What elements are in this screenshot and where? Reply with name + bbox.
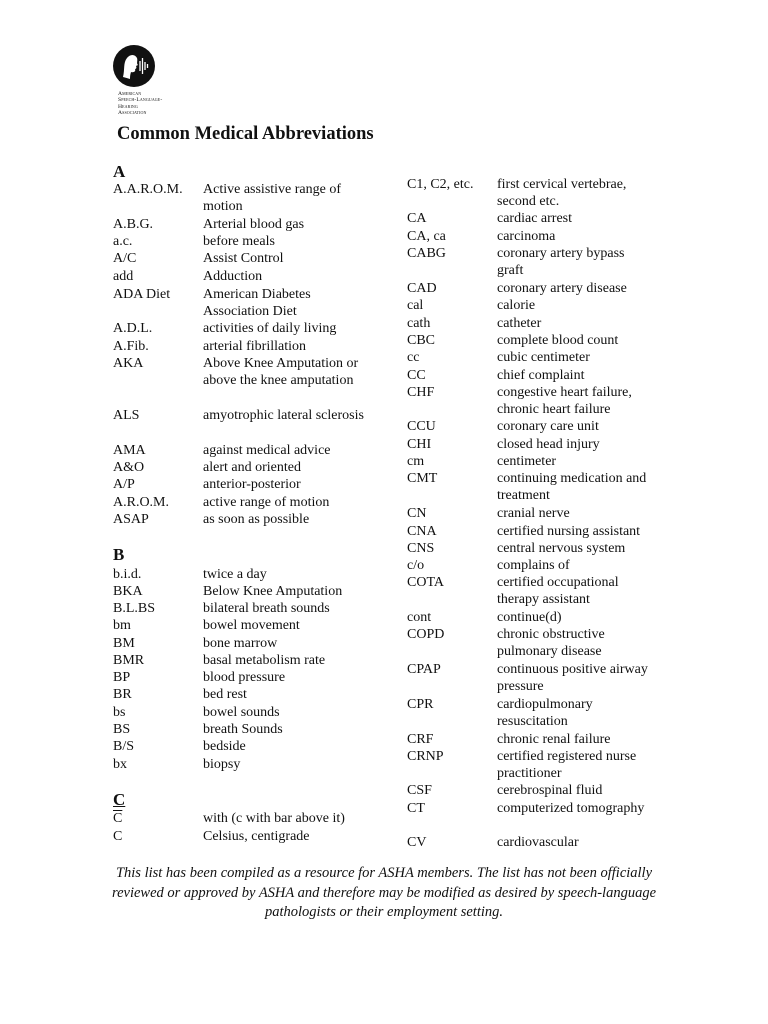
abbreviation-definition: cerebrospinal fluid <box>497 783 603 798</box>
abbreviation-term: CT <box>407 801 425 816</box>
abbreviation-definition: Above Knee Amputation or above the knee amputation <box>203 356 359 389</box>
abbreviation-definition: cardiopulmonary resuscitation <box>497 697 593 730</box>
abbreviation-term: B.L.BS <box>113 601 156 616</box>
abbreviation-term: A.Fib. <box>113 339 149 354</box>
abbreviation-term: CA, ca <box>407 229 446 244</box>
logo-line: Speech-Language- <box>118 97 163 104</box>
abbreviation-term: cont <box>407 610 432 625</box>
abbreviation-term: CRNP <box>407 749 444 764</box>
abbreviation-term: CNS <box>407 541 435 556</box>
abbreviation-term: CBC <box>407 333 436 348</box>
section-letter: A <box>113 162 126 181</box>
abbreviation-definition: as soon as possible <box>203 512 310 527</box>
abbreviation-term: CHF <box>407 385 435 400</box>
abbreviation-definition: basal metabolism rate <box>203 653 326 668</box>
abbreviation-term: CMT <box>407 471 438 486</box>
abbreviation-term: ASAP <box>113 512 149 527</box>
logo-line: Hearing <box>118 103 138 110</box>
abbreviation-term: cm <box>407 454 425 469</box>
abbreviation-term: bs <box>113 705 126 720</box>
page-title: Common Medical Abbreviations <box>117 124 374 144</box>
abbreviation-definition: continuing medication and treatment <box>497 471 647 504</box>
abbreviation-definition: cardiovascular <box>497 835 579 850</box>
abbreviation-term: c/o <box>407 558 425 573</box>
abbreviation-definition: chronic renal failure <box>497 732 611 747</box>
logo-line: Association <box>118 109 147 116</box>
abbreviation-definition: cubic centimeter <box>497 350 590 365</box>
asha-logo-text <box>118 91 198 116</box>
abbreviation-term: CA <box>407 211 427 226</box>
abbreviation-term: $\overline{C}$ <box>113 811 123 826</box>
abbreviation-term: add <box>113 269 134 284</box>
abbreviation-definition: central nervous system <box>497 541 626 556</box>
abbreviation-term: ADA Diet <box>113 287 171 302</box>
abbreviation-term: a.c. <box>113 234 133 249</box>
abbreviation-definition: coronary artery bypass graft <box>497 246 625 279</box>
abbreviation-definition: Adduction <box>203 269 263 284</box>
abbreviation-definition: Assist Control <box>203 251 284 266</box>
abbreviation-definition: coronary artery disease <box>497 281 627 296</box>
abbreviation-definition: activities of daily living <box>203 321 337 336</box>
abbreviation-term: BMR <box>113 653 145 668</box>
abbreviation-term: CPAP <box>407 662 441 677</box>
abbreviation-term: C1, C2, etc. <box>407 177 474 192</box>
abbreviation-term: B/S <box>113 739 135 754</box>
abbreviation-term: BM <box>113 636 135 651</box>
abbreviation-definition: before meals <box>203 234 275 249</box>
abbreviation-definition: congestive heart failure, chronic heart failure <box>497 385 632 418</box>
abbreviation-term: bx <box>113 757 127 772</box>
abbreviation-term: cath <box>407 316 431 331</box>
abbreviation-term: COPD <box>407 627 445 642</box>
abbreviation-term: CABG <box>407 246 446 261</box>
abbreviation-definition: amyotrophic lateral sclerosis <box>203 408 364 423</box>
abbreviation-term: A/P <box>113 477 135 492</box>
abbreviation-term: CSF <box>407 783 432 798</box>
abbreviation-definition: closed head injury <box>497 437 600 452</box>
section-letter: C <box>113 790 126 809</box>
abbreviation-term: CPR <box>407 697 434 712</box>
abbreviation-term: CN <box>407 506 427 521</box>
abbreviation-definition: bowel sounds <box>203 705 280 720</box>
abbreviation-definition: continue(d) <box>497 610 562 625</box>
abbreviation-term: CCU <box>407 419 436 434</box>
abbreviation-definition: Celsius, centigrade <box>203 829 310 844</box>
abbreviation-definition: chief complaint <box>497 368 585 383</box>
abbreviation-definition: calorie <box>497 298 536 313</box>
abbreviation-term: COTA <box>407 575 444 590</box>
abbreviation-definition: certified registered nurse practitioner <box>497 749 637 782</box>
abbreviation-definition: bedside <box>203 739 246 754</box>
asha-logo-icon <box>113 45 155 87</box>
abbreviation-term: CNA <box>407 524 437 539</box>
abbreviation-definition: with (c with bar above it) <box>203 811 345 826</box>
abbreviation-definition: active range of motion <box>203 495 330 510</box>
abbreviation-term: AMA <box>113 443 146 458</box>
abbreviation-definition: against medical advice <box>203 443 331 458</box>
abbreviation-definition: first cervical vertebrae, second etc. <box>497 177 627 210</box>
abbreviation-definition: certified occupational therapy assistant <box>497 575 619 608</box>
abbreviation-term: CC <box>407 368 426 383</box>
abbreviation-definition: Arterial blood gas <box>203 217 305 232</box>
abbreviation-definition: American Diabetes Association Diet <box>203 287 311 320</box>
abbreviation-definition: catheter <box>497 316 542 331</box>
abbreviation-term: CV <box>407 835 427 850</box>
abbreviation-definition: computerized tomography <box>497 801 645 816</box>
abbreviation-term: CHI <box>407 437 432 452</box>
disclaimer-note: This list has been compiled as a resource for ASHA members. The list has not been officially reviewed or approved by ASHA and therefore may be modified as desired by speech-language pathologists or their employment setting. <box>111 865 657 920</box>
abbreviation-definition: cardiac arrest <box>497 211 572 226</box>
abbreviation-definition: alert and oriented <box>203 460 301 475</box>
abbreviation-term: A.D.L. <box>113 321 153 336</box>
abbreviation-definition: bed rest <box>203 687 247 702</box>
abbreviation-definition: bowel movement <box>203 618 300 633</box>
abbreviation-term: CAD <box>407 281 437 296</box>
abbreviation-term: A&O <box>113 460 145 475</box>
abbreviation-term: bm <box>113 618 131 633</box>
abbreviation-definition: chronic obstructive pulmonary disease <box>497 627 605 660</box>
abbreviation-definition: complains of <box>497 558 570 573</box>
abbreviation-term: cc <box>407 350 420 365</box>
abbreviation-term: A.R.O.M. <box>113 495 170 510</box>
asha-logo <box>112 44 182 122</box>
abbreviation-definition: twice a day <box>203 567 267 582</box>
abbreviation-term: BS <box>113 722 131 737</box>
abbreviation-term: BKA <box>113 584 143 599</box>
abbreviation-term: BR <box>113 687 132 702</box>
abbreviation-definition: certified nursing assistant <box>497 524 641 539</box>
section-letter: B <box>113 545 125 564</box>
abbreviation-definition: continuous positive airway pressure <box>497 662 648 695</box>
abbreviation-definition: cranial nerve <box>497 506 570 521</box>
abbreviation-definition: Below Knee Amputation <box>203 584 343 599</box>
abbreviation-definition: bone marrow <box>203 636 278 651</box>
abbreviation-definition: biopsy <box>203 757 241 772</box>
abbreviation-definition: carcinoma <box>497 229 556 244</box>
abbreviation-definition: breath Sounds <box>203 722 283 737</box>
abbreviation-definition: coronary care unit <box>497 419 599 434</box>
abbreviation-term: A.B.G. <box>113 217 154 232</box>
abbreviation-definition: anterior-posterior <box>203 477 301 492</box>
abbreviation-definition: centimeter <box>497 454 557 469</box>
abbreviation-term: ALS <box>113 408 140 423</box>
abbreviation-term: BP <box>113 670 131 685</box>
abbreviation-term: b.i.d. <box>113 567 142 582</box>
abbreviation-definition: complete blood count <box>497 333 619 348</box>
abbreviation-term: C <box>113 829 123 844</box>
abbreviation-term: AKA <box>113 356 144 371</box>
abbreviation-definition: blood pressure <box>203 670 286 685</box>
abbreviation-definition: arterial fibrillation <box>203 339 307 354</box>
abbreviation-term: A/C <box>113 251 137 266</box>
abbreviation-definition: bilateral breath sounds <box>203 601 330 616</box>
abbreviation-term: A.A.R.O.M. <box>113 182 183 197</box>
abbreviation-term: CRF <box>407 732 434 747</box>
abbreviation-term: cal <box>407 298 424 313</box>
logo-line: American <box>118 91 142 97</box>
abbreviation-definition: Active assistive range of motion <box>203 182 342 215</box>
